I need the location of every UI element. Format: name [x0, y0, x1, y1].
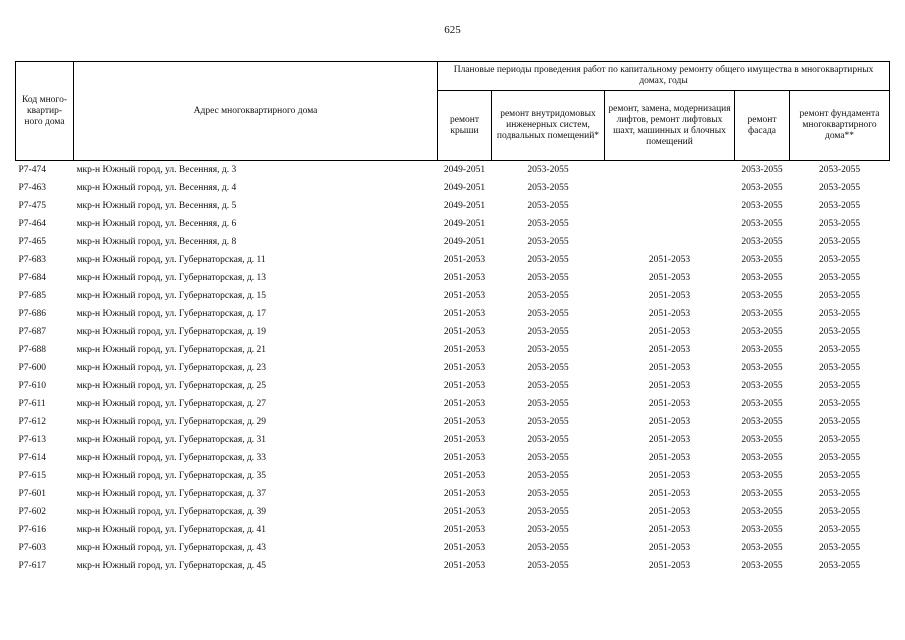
header-foundation: ремонт фундамента многоквартирного дома** [790, 91, 890, 161]
cell-code: Р7-685 [18, 291, 46, 301]
cell-roof: 2051-2053 [443, 327, 486, 337]
cell-lifts: 2051-2053 [648, 525, 691, 535]
cell-code: Р7-615 [18, 471, 46, 481]
cell-systems: 2053-2055 [527, 291, 569, 301]
cell-lifts: 2051-2053 [648, 489, 691, 499]
table-row [16, 521, 890, 539]
table-body [16, 161, 890, 576]
cell-foundation: 2053-2055 [818, 453, 861, 463]
table-row [16, 395, 890, 413]
cell-lifts [605, 179, 735, 197]
cell-lifts: 2051-2053 [648, 399, 691, 409]
cell-systems: 2053-2055 [527, 345, 569, 355]
cell-systems: 2053-2055 [527, 183, 569, 193]
cell-systems: 2053-2055 [527, 507, 569, 517]
cell-lifts: 2051-2053 [648, 309, 691, 319]
cell-systems: 2053-2055 [527, 363, 569, 373]
cell-facade: 2053-2055 [741, 525, 783, 535]
cell-facade: 2053-2055 [741, 561, 783, 571]
cell-foundation: 2053-2055 [818, 273, 861, 283]
cell-systems: 2053-2055 [527, 309, 569, 319]
table-row [16, 485, 890, 503]
cell-foundation: 2053-2055 [818, 201, 861, 211]
table-row [16, 323, 890, 341]
table-header [16, 62, 890, 161]
cell-lifts: 2051-2053 [648, 453, 691, 463]
cell-roof: 2049-2051 [443, 237, 486, 247]
cell-foundation: 2053-2055 [818, 381, 861, 391]
cell-lifts: 2051-2053 [648, 471, 691, 481]
cell-code: Р7-614 [18, 453, 46, 463]
cell-roof: 2051-2053 [443, 561, 486, 571]
cell-address: мкр-н Южный город, ул. Весенняя, д. 5 [76, 201, 237, 211]
cell-roof: 2051-2053 [443, 435, 486, 445]
cell-lifts: 2051-2053 [648, 435, 691, 445]
cell-address: мкр-н Южный город, ул. Весенняя, д. 6 [76, 219, 237, 229]
cell-roof: 2051-2053 [443, 291, 486, 301]
cell-roof: 2049-2051 [443, 183, 486, 193]
cell-code: Р7-601 [18, 489, 46, 499]
cell-systems: 2053-2055 [527, 489, 569, 499]
cell-address: мкр-н Южный город, ул. Губернаторская, д. 19 [76, 327, 267, 337]
cell-facade: 2053-2055 [741, 219, 783, 229]
table-row [16, 503, 890, 521]
table-row [16, 557, 890, 575]
cell-address: мкр-н Южный город, ул. Губернаторская, д. 37 [76, 489, 267, 499]
cell-address: мкр-н Южный город, ул. Губернаторская, д. 27 [76, 399, 267, 409]
cell-code: Р7-475 [18, 201, 46, 211]
cell-facade: 2053-2055 [741, 489, 783, 499]
table-row [16, 539, 890, 557]
cell-lifts: 2051-2053 [648, 561, 691, 571]
cell-roof: 2051-2053 [443, 489, 486, 499]
cell-code: Р7-612 [18, 417, 46, 427]
cell-foundation: 2053-2055 [818, 309, 861, 319]
cell-code: Р7-688 [18, 345, 46, 355]
cell-foundation: 2053-2055 [818, 183, 861, 193]
cell-code: Р7-617 [18, 561, 46, 571]
header-facade: ремонт фасада [735, 91, 790, 161]
table-row [16, 377, 890, 395]
cell-facade: 2053-2055 [741, 345, 783, 355]
table-row [16, 233, 890, 251]
cell-code: Р7-616 [18, 525, 46, 535]
cell-roof: 2051-2053 [443, 381, 486, 391]
header-address: Адрес многоквартирного дома [74, 62, 438, 161]
cell-roof: 2051-2053 [443, 507, 486, 517]
cell-lifts: 2051-2053 [648, 543, 691, 553]
cell-foundation: 2053-2055 [818, 219, 861, 229]
cell-lifts [605, 233, 735, 251]
cell-systems: 2053-2055 [527, 219, 569, 229]
cell-roof: 2051-2053 [443, 255, 486, 265]
cell-roof: 2051-2053 [443, 273, 486, 283]
table-row [16, 287, 890, 305]
cell-foundation: 2053-2055 [818, 525, 861, 535]
cell-address: мкр-н Южный город, ул. Губернаторская, д. 35 [76, 471, 267, 481]
cell-facade: 2053-2055 [741, 399, 783, 409]
cell-code: Р7-613 [18, 435, 46, 445]
cell-address: мкр-н Южный город, ул. Губернаторская, д. 11 [76, 255, 266, 265]
cell-roof: 2049-2051 [443, 219, 486, 229]
table-row [16, 179, 890, 197]
cell-facade: 2053-2055 [741, 183, 783, 193]
cell-roof: 2051-2053 [443, 399, 486, 409]
cell-code: Р7-465 [18, 237, 46, 247]
cell-systems: 2053-2055 [527, 543, 569, 553]
table-row [16, 269, 890, 287]
capital-repair-table [15, 61, 890, 575]
cell-foundation: 2053-2055 [818, 471, 861, 481]
cell-foundation: 2053-2055 [818, 435, 861, 445]
cell-facade: 2053-2055 [741, 201, 783, 211]
cell-roof: 2051-2053 [443, 309, 486, 319]
cell-code: Р7-687 [18, 327, 46, 337]
cell-address: мкр-н Южный город, ул. Губернаторская, д. 21 [76, 345, 267, 355]
cell-code: Р7-602 [18, 507, 46, 517]
cell-foundation: 2053-2055 [818, 237, 861, 247]
cell-facade: 2053-2055 [741, 273, 783, 283]
header-code: Код много- квартир- ного дома [16, 62, 74, 161]
cell-address: мкр-н Южный город, ул. Губернаторская, д. 29 [76, 417, 267, 427]
cell-address: мкр-н Южный город, ул. Губернаторская, д. 15 [76, 291, 267, 301]
cell-systems: 2053-2055 [527, 255, 569, 265]
cell-roof: 2051-2053 [443, 543, 486, 553]
cell-foundation: 2053-2055 [818, 345, 861, 355]
cell-address: мкр-н Южный город, ул. Губернаторская, д. 39 [76, 507, 267, 517]
cell-facade: 2053-2055 [735, 161, 790, 180]
header-roof: ремонт крыши [438, 91, 492, 161]
cell-facade: 2053-2055 [741, 507, 783, 517]
cell-lifts [605, 215, 735, 233]
header-lifts: ремонт, замена, модернизация лифтов, ремонт лифтовых шахт, машинных и блочных помещений [605, 91, 735, 161]
cell-roof: 2051-2053 [443, 345, 486, 355]
cell-code: Р7-686 [18, 309, 46, 319]
cell-roof: 2051-2053 [443, 471, 486, 481]
cell-systems: 2053-2055 [527, 435, 569, 445]
cell-facade: 2053-2055 [741, 237, 783, 247]
cell-foundation: 2053-2055 [818, 417, 861, 427]
cell-facade: 2053-2055 [741, 381, 783, 391]
cell-systems: 2053-2055 [527, 237, 569, 247]
cell-foundation: 2053-2055 [790, 161, 890, 180]
cell-foundation: 2053-2055 [818, 543, 861, 553]
cell-code: Р7-474 [16, 161, 74, 180]
cell-systems: 2053-2055 [527, 561, 569, 571]
cell-code: Р7-684 [18, 273, 46, 283]
table-row [16, 413, 890, 431]
table-row [16, 197, 890, 215]
cell-foundation: 2053-2055 [818, 327, 861, 337]
cell-address: мкр-н Южный город, ул. Губернаторская, д. 17 [76, 309, 267, 319]
cell-address: мкр-н Южный город, ул. Губернаторская, д. 13 [76, 273, 267, 283]
cell-lifts: 2051-2053 [648, 291, 691, 301]
cell-address: мкр-н Южный город, ул. Губернаторская, д. 41 [76, 525, 267, 535]
cell-lifts: 2051-2053 [648, 255, 691, 265]
cell-address: мкр-н Южный город, ул. Губернаторская, д. 23 [76, 363, 267, 373]
cell-systems: 2053-2055 [527, 525, 569, 535]
page-number: 625 [444, 24, 461, 36]
cell-roof: 2051-2053 [443, 525, 486, 535]
cell-systems: 2053-2055 [527, 381, 569, 391]
cell-address: мкр-н Южный город, ул. Весенняя, д. 8 [76, 237, 237, 247]
cell-code: Р7-603 [18, 543, 46, 553]
cell-facade: 2053-2055 [741, 309, 783, 319]
cell-code: Р7-610 [18, 381, 46, 391]
cell-lifts: 2051-2053 [648, 327, 691, 337]
table-row [16, 215, 890, 233]
cell-facade: 2053-2055 [741, 417, 783, 427]
cell-address: мкр-н Южный город, ул. Весенняя, д. 4 [76, 183, 237, 193]
cell-code: Р7-611 [18, 399, 46, 409]
cell-roof: 2049-2051 [443, 201, 486, 211]
cell-lifts: 2051-2053 [648, 417, 691, 427]
cell-address: мкр-н Южный город, ул. Губернаторская, д. 45 [76, 561, 267, 571]
cell-lifts: 2051-2053 [648, 273, 691, 283]
cell-address: мкр-н Южный город, ул. Губернаторская, д. 25 [76, 381, 267, 391]
table-row [16, 161, 890, 180]
table-row [16, 251, 890, 269]
cell-foundation: 2053-2055 [818, 561, 861, 571]
cell-address: мкр-н Южный город, ул. Губернаторская, д. 33 [76, 453, 267, 463]
cell-systems: 2053-2055 [527, 417, 569, 427]
cell-foundation: 2053-2055 [818, 255, 861, 265]
cell-foundation: 2053-2055 [818, 291, 861, 301]
cell-lifts [605, 161, 735, 180]
cell-foundation: 2053-2055 [818, 507, 861, 517]
cell-roof: 2051-2053 [443, 453, 486, 463]
cell-roof: 2049-2051 [438, 161, 492, 180]
cell-systems: 2053-2055 [527, 327, 569, 337]
cell-roof: 2051-2053 [443, 417, 486, 427]
cell-lifts [605, 197, 735, 215]
cell-facade: 2053-2055 [741, 543, 783, 553]
cell-systems: 2053-2055 [527, 471, 569, 481]
cell-lifts: 2051-2053 [648, 381, 691, 391]
cell-systems: 2053-2055 [492, 161, 605, 180]
table-row [16, 341, 890, 359]
cell-roof: 2051-2053 [443, 363, 486, 373]
cell-systems: 2053-2055 [527, 453, 569, 463]
cell-facade: 2053-2055 [741, 255, 783, 265]
cell-address: мкр-н Южный город, ул. Весенняя, д. 3 [74, 161, 438, 180]
cell-code: Р7-683 [18, 255, 46, 265]
cell-code: Р7-463 [18, 183, 46, 193]
cell-lifts: 2051-2053 [648, 363, 691, 373]
cell-systems: 2053-2055 [527, 273, 569, 283]
cell-foundation: 2053-2055 [818, 489, 861, 499]
table-row [16, 467, 890, 485]
cell-facade: 2053-2055 [741, 453, 783, 463]
header-periods-title: Плановые периоды проведения работ по капитальному ремонту общего имущества в многоквартирных домах, годы [438, 62, 890, 91]
table-row [16, 305, 890, 323]
cell-foundation: 2053-2055 [818, 363, 861, 373]
cell-lifts: 2051-2053 [648, 345, 691, 355]
cell-lifts: 2051-2053 [648, 507, 691, 517]
cell-address: мкр-н Южный город, ул. Губернаторская, д. 31 [76, 435, 267, 445]
table-row [16, 449, 890, 467]
cell-foundation: 2053-2055 [818, 399, 861, 409]
table-row [16, 359, 890, 377]
cell-systems: 2053-2055 [527, 399, 569, 409]
cell-code: Р7-464 [18, 219, 46, 229]
table-row [16, 431, 890, 449]
cell-facade: 2053-2055 [741, 363, 783, 373]
cell-systems: 2053-2055 [527, 201, 569, 211]
cell-address: мкр-н Южный город, ул. Губернаторская, д. 43 [76, 543, 267, 553]
cell-facade: 2053-2055 [741, 327, 783, 337]
cell-facade: 2053-2055 [741, 471, 783, 481]
cell-facade: 2053-2055 [741, 435, 783, 445]
header-systems: ремонт внутридомовых инженерных систем, подвальных помещений* [492, 91, 605, 161]
cell-facade: 2053-2055 [741, 291, 783, 301]
cell-code: Р7-600 [18, 363, 46, 373]
